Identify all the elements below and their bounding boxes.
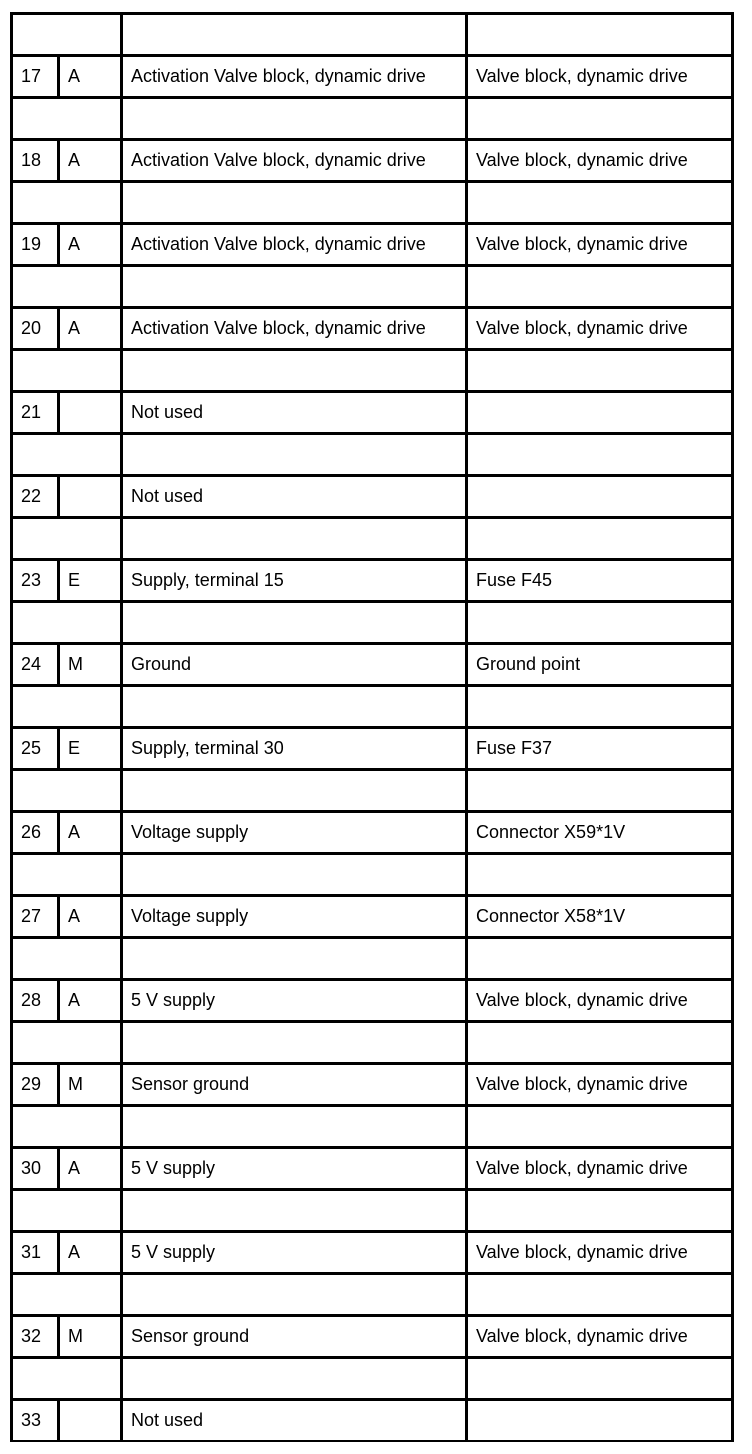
pin-destination: Valve block, dynamic drive	[468, 1065, 731, 1104]
spacer-cell	[13, 1275, 120, 1314]
table-row	[13, 477, 731, 516]
table-row	[13, 897, 731, 936]
pin-function: Voltage supply	[123, 813, 465, 852]
spacer-cell	[13, 1359, 120, 1398]
pin-number: 26	[13, 813, 57, 852]
table-row	[13, 393, 731, 432]
pin-number: 18	[13, 141, 57, 180]
spacer-cell	[123, 1191, 465, 1230]
table-row	[13, 141, 731, 180]
pin-destination: Connector X58*1V	[468, 897, 731, 936]
pin-number: 32	[13, 1317, 57, 1356]
spacer-row	[13, 267, 731, 306]
spacer-cell	[123, 99, 465, 138]
table-row	[13, 1401, 731, 1440]
spacer-row	[13, 15, 731, 54]
spacer-cell	[468, 99, 731, 138]
pin-destination: Ground point	[468, 645, 731, 684]
pin-destination	[468, 393, 731, 432]
spacer-cell	[13, 519, 120, 558]
spacer-cell	[123, 15, 465, 54]
spacer-row	[13, 687, 731, 726]
pin-number: 17	[13, 57, 57, 96]
pin-function: Not used	[123, 477, 465, 516]
pin-function: Activation Valve block, dynamic drive	[123, 57, 465, 96]
table-row	[13, 225, 731, 264]
spacer-row	[13, 855, 731, 894]
pin-type: M	[60, 1317, 120, 1356]
pin-number: 33	[13, 1401, 57, 1440]
pin-type: A	[60, 225, 120, 264]
spacer-cell	[468, 519, 731, 558]
pin-number: 28	[13, 981, 57, 1020]
spacer-cell	[13, 939, 120, 978]
pin-function: Sensor ground	[123, 1065, 465, 1104]
spacer-row	[13, 1191, 731, 1230]
spacer-cell	[13, 1107, 120, 1146]
pin-number: 27	[13, 897, 57, 936]
pin-function: Activation Valve block, dynamic drive	[123, 309, 465, 348]
spacer-row	[13, 99, 731, 138]
spacer-cell	[468, 1191, 731, 1230]
pin-number: 22	[13, 477, 57, 516]
pin-function: Sensor ground	[123, 1317, 465, 1356]
spacer-row	[13, 435, 731, 474]
pin-function: Voltage supply	[123, 897, 465, 936]
pin-type: A	[60, 141, 120, 180]
pin-type: E	[60, 729, 120, 768]
pin-type	[60, 477, 120, 516]
spacer-cell	[123, 771, 465, 810]
spacer-row	[13, 1023, 731, 1062]
spacer-cell	[468, 183, 731, 222]
spacer-cell	[123, 855, 465, 894]
table-row	[13, 1317, 731, 1356]
pin-function: Activation Valve block, dynamic drive	[123, 141, 465, 180]
spacer-cell	[468, 771, 731, 810]
pin-destination: Valve block, dynamic drive	[468, 1317, 731, 1356]
pin-number: 31	[13, 1233, 57, 1272]
pin-assignment-table	[10, 12, 734, 1442]
pin-destination: Fuse F45	[468, 561, 731, 600]
spacer-cell	[468, 939, 731, 978]
spacer-cell	[123, 1275, 465, 1314]
spacer-cell	[468, 603, 731, 642]
pin-destination: Valve block, dynamic drive	[468, 141, 731, 180]
table-row	[13, 561, 731, 600]
spacer-cell	[468, 687, 731, 726]
spacer-cell	[123, 1107, 465, 1146]
pin-function: Supply, terminal 30	[123, 729, 465, 768]
spacer-cell	[13, 603, 120, 642]
spacer-cell	[13, 15, 120, 54]
pin-type: M	[60, 1065, 120, 1104]
spacer-cell	[123, 603, 465, 642]
table-row	[13, 729, 731, 768]
spacer-cell	[123, 267, 465, 306]
spacer-row	[13, 1107, 731, 1146]
spacer-cell	[123, 1359, 465, 1398]
pin-number: 25	[13, 729, 57, 768]
pin-function: Activation Valve block, dynamic drive	[123, 225, 465, 264]
pin-destination: Valve block, dynamic drive	[468, 225, 731, 264]
spacer-row	[13, 1275, 731, 1314]
spacer-row	[13, 519, 731, 558]
spacer-cell	[13, 267, 120, 306]
spacer-cell	[123, 435, 465, 474]
pin-type	[60, 393, 120, 432]
pin-function: 5 V supply	[123, 1233, 465, 1272]
pin-number: 24	[13, 645, 57, 684]
pin-destination: Fuse F37	[468, 729, 731, 768]
spacer-row	[13, 603, 731, 642]
pin-function: 5 V supply	[123, 981, 465, 1020]
spacer-cell	[13, 351, 120, 390]
pin-destination: Valve block, dynamic drive	[468, 1149, 731, 1188]
table-row	[13, 645, 731, 684]
spacer-cell	[468, 351, 731, 390]
spacer-cell	[468, 1107, 731, 1146]
pin-type: A	[60, 1233, 120, 1272]
table-row	[13, 57, 731, 96]
spacer-cell	[468, 267, 731, 306]
spacer-cell	[123, 351, 465, 390]
spacer-cell	[123, 939, 465, 978]
pin-type: A	[60, 309, 120, 348]
spacer-cell	[123, 1023, 465, 1062]
spacer-cell	[13, 855, 120, 894]
spacer-cell	[13, 771, 120, 810]
table-row	[13, 1149, 731, 1188]
pin-destination: Connector X59*1V	[468, 813, 731, 852]
pin-destination	[468, 477, 731, 516]
table-row	[13, 1065, 731, 1104]
pin-number: 30	[13, 1149, 57, 1188]
table-row	[13, 813, 731, 852]
pin-type: A	[60, 897, 120, 936]
pin-destination: Valve block, dynamic drive	[468, 1233, 731, 1272]
pin-type: A	[60, 57, 120, 96]
spacer-cell	[468, 15, 731, 54]
pin-destination: Valve block, dynamic drive	[468, 309, 731, 348]
spacer-cell	[468, 1275, 731, 1314]
pin-destination: Valve block, dynamic drive	[468, 57, 731, 96]
pin-function: Not used	[123, 393, 465, 432]
pin-number: 23	[13, 561, 57, 600]
spacer-cell	[468, 855, 731, 894]
spacer-cell	[123, 687, 465, 726]
pin-function: 5 V supply	[123, 1149, 465, 1188]
spacer-cell	[13, 1023, 120, 1062]
pin-type	[60, 1401, 120, 1440]
pin-number: 20	[13, 309, 57, 348]
pin-destination	[468, 1401, 731, 1440]
spacer-cell	[13, 1191, 120, 1230]
spacer-cell	[123, 519, 465, 558]
pin-function: Supply, terminal 15	[123, 561, 465, 600]
pin-type: M	[60, 645, 120, 684]
spacer-cell	[13, 687, 120, 726]
table-row	[13, 981, 731, 1020]
spacer-row	[13, 939, 731, 978]
spacer-row	[13, 351, 731, 390]
spacer-cell	[123, 183, 465, 222]
pin-number: 21	[13, 393, 57, 432]
spacer-cell	[468, 1359, 731, 1398]
spacer-cell	[13, 435, 120, 474]
pin-number: 19	[13, 225, 57, 264]
pin-destination: Valve block, dynamic drive	[468, 981, 731, 1020]
pin-number: 29	[13, 1065, 57, 1104]
spacer-cell	[13, 99, 120, 138]
table-row	[13, 309, 731, 348]
pin-function: Ground	[123, 645, 465, 684]
spacer-row	[13, 183, 731, 222]
spacer-cell	[468, 1023, 731, 1062]
pin-type: A	[60, 813, 120, 852]
pin-type: E	[60, 561, 120, 600]
spacer-cell	[13, 183, 120, 222]
spacer-row	[13, 771, 731, 810]
pin-type: A	[60, 1149, 120, 1188]
spacer-cell	[468, 435, 731, 474]
pin-type: A	[60, 981, 120, 1020]
pin-function: Not used	[123, 1401, 465, 1440]
table-row	[13, 1233, 731, 1272]
spacer-row	[13, 1359, 731, 1398]
